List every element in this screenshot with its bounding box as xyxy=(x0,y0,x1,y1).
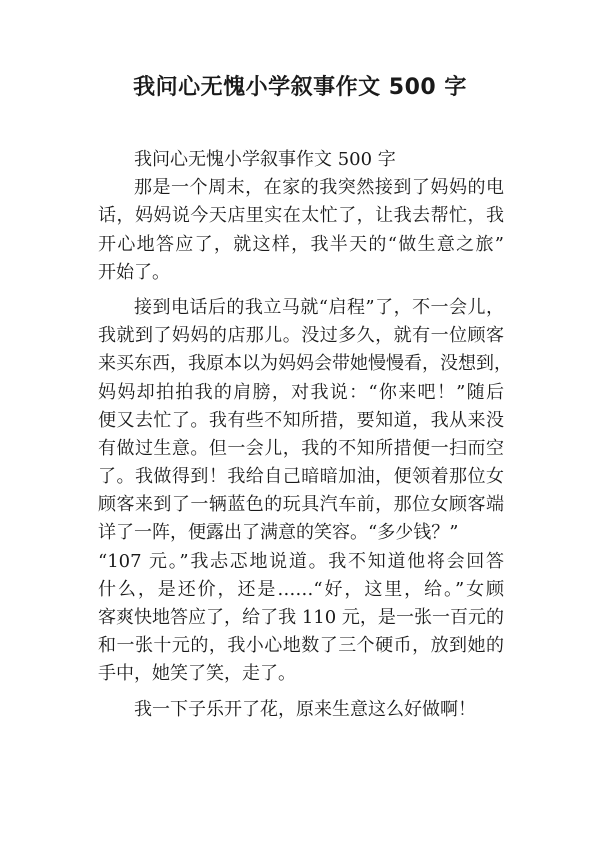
paragraph-2-line-5: 便又去忙了。我有些不知所措，要知道，我从来没 xyxy=(98,409,504,431)
paragraph-1-line-1: 那是一个周末，在家的我突然接到了妈妈的电 xyxy=(134,177,504,199)
paragraph-gap xyxy=(98,287,504,294)
paragraph-2-line-11: 什么，是还价，还是……“好，这里，给。”女顾 xyxy=(98,578,504,600)
paragraph-2-line-8: 顾客来到了一辆蓝色的玩具汽车前，那位女顾客端 xyxy=(98,494,504,516)
paragraph-2-line-2: 我就到了妈妈的店那儿。没过多久，就有一位顾客 xyxy=(98,325,504,347)
paragraph-2-line-10: “107 元。”我忐忑地说道。我不知道他将会回答 xyxy=(98,550,504,572)
document-subtitle: 我问心无愧小学叙事作文 500 字 xyxy=(134,149,396,170)
paragraph-1-line-2: 话，妈妈说今天店里实在太忙了，让我去帮忙，我 xyxy=(98,205,504,227)
paragraph-2-line-3: 来买东西，我原本以为妈妈会带她慢慢看，没想到， xyxy=(98,353,512,375)
paragraph-3-line-1: 我一下子乐开了花，原来生意这么好做啊！ xyxy=(134,698,476,720)
paragraph-1-line-4: 开始了。 xyxy=(98,261,170,283)
paragraph-1-line-3: 开心地答应了，就这样，我半天的“做生意之旅” xyxy=(98,233,504,255)
paragraph-2-line-12: 客爽快地答应了，给了我 110 元，是一张一百元的 xyxy=(98,607,504,628)
paragraph-2-line-6: 有做过生意。但一会儿，我的不知所措便一扫而空 xyxy=(98,437,504,459)
paragraph-2-line-7: 了。我做得到！我给自己暗暗加油，便领着那位女 xyxy=(98,466,504,488)
paragraph-2-line-13: 和一张十元的，我小心地数了三个硬币，放到她的 xyxy=(98,635,504,657)
document-title: 我问心无愧小学叙事作文 500 字 xyxy=(133,75,467,100)
paragraph-2-line-9: 详了一阵，便露出了满意的笑容。“多少钱？” xyxy=(98,522,459,544)
paragraph-gap xyxy=(98,689,504,696)
paragraph-2-line-14: 手中，她笑了笑，走了。 xyxy=(98,663,296,685)
document-body xyxy=(98,146,512,724)
paragraph-2-line-1: 接到电话后的我立马就“启程”了，不一会儿， xyxy=(134,296,504,318)
paragraph-2-line-4: 妈妈却拍拍我的肩膀，对我说：“你来吧！”随后 xyxy=(98,381,504,403)
